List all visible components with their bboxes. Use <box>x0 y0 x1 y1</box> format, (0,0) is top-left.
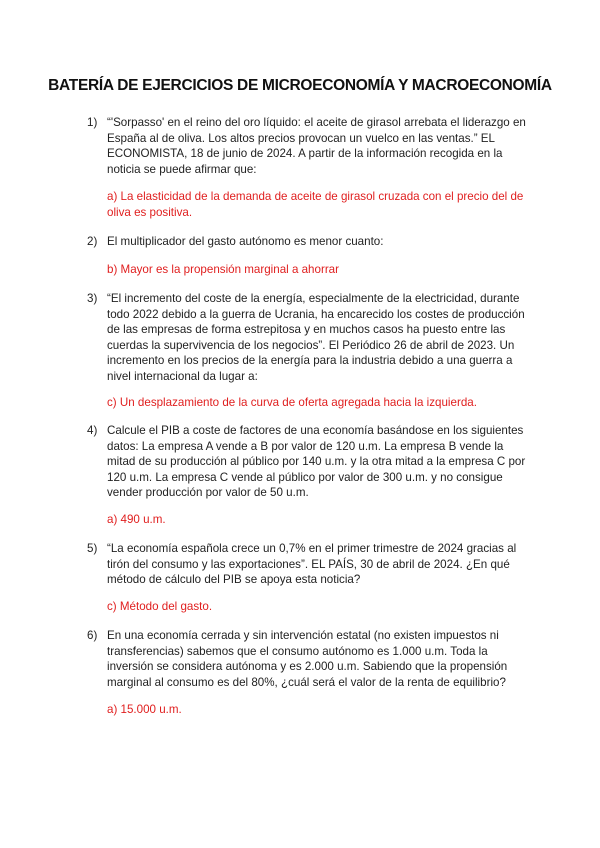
document-title: BATERÍA DE EJERCICIOS DE MICROECONOMÍA Y MACROECONOMÍA <box>48 77 552 94</box>
question-4 <box>88 423 528 501</box>
question-text: “'Sorpasso' en el reino del oro líquido: el aceite de girasol arrebata el liderazgo en España al de oliva. Los altos precios provocan un vuelco en las ventas.” EL ECONOMISTA, 18 de junio de 2024. A partir de la información recogida en la noticia se puede afirmar que: <box>107 116 526 176</box>
question-1 <box>88 115 528 177</box>
question-number: 1) <box>87 116 98 129</box>
question-2 <box>88 234 528 250</box>
question-text: El multiplicador del gasto autónomo es menor cuanto: <box>107 235 384 248</box>
question-number: 4) <box>87 424 98 437</box>
question-text: “El incremento del coste de la energía, especialmente de la electricidad, durante todo 2022 debido a la guerra de Ucrania, ha encarecido los costes de producción de las empresas de forma estrepitosa y en muchos casos ha puesto entre las cuerdas la supervivencia de los negocios”. El Periódico 26 de abril de 2023. Un incremento en los precios de la energía para la industria debido a una guerra a nivel internacional da lugar a: <box>107 292 525 383</box>
question-text: Calcule el PIB a coste de factores de una economía basándose en los siguientes datos: La empresa A vende a B por valor de 120 u.m. La empresa B vende la mitad de su producción al público por 140 u.m. y la otra mitad a la empresa C por 120 u.m. La empresa C vende al público por valor de 300 u.m. y no consigue vender producción por valor de 50 u.m. <box>107 424 526 499</box>
answer-3: c) Un desplazamiento de la curva de oferta agregada hacia la izquierda. <box>107 396 477 409</box>
question-number: 6) <box>87 629 98 642</box>
question-5 <box>88 541 528 588</box>
answer-6: a) 15.000 u.m. <box>107 703 182 716</box>
answer-5: c) Método del gasto. <box>107 600 213 613</box>
question-text: “La economía española crece un 0,7% en el primer trimestre de 2024 gracias al tirón del consumo y las exportaciones”. EL PAÍS, 30 de abril de 2024. ¿En qué método de cálculo del PIB se apoya esta noticia? <box>107 542 517 586</box>
question-number: 2) <box>87 235 98 248</box>
question-6 <box>88 628 528 690</box>
answer-2: b) Mayor es la propensión marginal a ahorrar <box>107 263 339 276</box>
question-number: 3) <box>87 292 98 305</box>
question-text: En una economía cerrada y sin intervención estatal (no existen impuestos ni transferencias) sabemos que el consumo autónomo es 1.000 u.m. Toda la inversión se considera autónoma y es 2.000 u.m. Sabiendo que la propensión marginal al consumo es del 80%, ¿cuál será el valor de la renta de equilibrio? <box>107 629 508 689</box>
answer-4: a) 490 u.m. <box>107 513 166 526</box>
question-3 <box>88 291 528 384</box>
answer-1: a) La elasticidad de la demanda de aceite de girasol cruzada con el precio del de oliva es positiva. <box>107 190 524 219</box>
question-number: 5) <box>87 542 98 555</box>
